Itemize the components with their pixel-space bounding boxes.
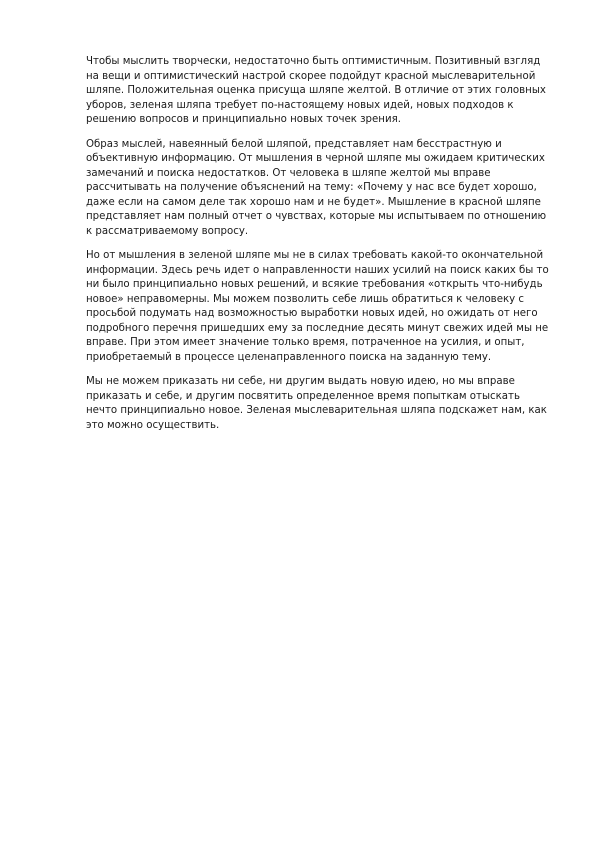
document-body <box>86 55 552 443</box>
paragraph-4: Мы не можем приказать ни себе, ни другим выдать новую идею, но мы вправе приказать и себе, и другим посвятить определенное время попыткам отыскать нечто принципиально новое. Зеленая мыслеварительная шляпа подскажет нам, как это можно осуществить. <box>86 376 547 431</box>
paragraph-3: Но от мышления в зеленой шляпе мы не в силах требовать какой-то окончательной информации. Здесь речь идет о направленности наших усилий на поиск каких бы то ни было принципиально новых решений, и всякие требования «открыть что-нибудь новое» неправомерны. Мы можем позволить себе лишь обратиться к человеку с просьбой подумать над возможностью выработки новых идей, но ожидать от него подробного перечня пришедших ему за последние десять минут свежих идей мы не вправе. При этом имеет значение только время, потраченное на усилия, и опыт, приобретаемый в процессе целенаправленного поиска на заданную тему. <box>86 250 549 363</box>
paragraph-2: Образ мыслей, навеянный белой шляпой, представляет нам бесстрастную и объективную информацию. От мышления в черной шляпе мы ожидаем критических замечаний и поиска недостатков. От человека в шляпе желтой мы вправе рассчитывать на получение объяснений на тему: «Почему у нас все будет хорошо, даже если на самом деле так хорошо нам и не будет». Мышление в красной шляпе представляет нам полный отчет о чувствах, которые мы испытываем по отношению к рассматриваемому вопросу. <box>86 138 547 237</box>
paragraph-1: Чтобы мыслить творчески, недостаточно быть оптимистичным. Позитивный взгляд на вещи и оптимистический настрой скорее подойдут красной мыслеварительной шляпе. Положительная оценка присуща шляпе желтой. В отличие от этих головных уборов, зеленая шляпа требует по-настоящему новых идей, новых подходов к решению вопросов и принципиально новых точек зрения. <box>86 56 546 125</box>
